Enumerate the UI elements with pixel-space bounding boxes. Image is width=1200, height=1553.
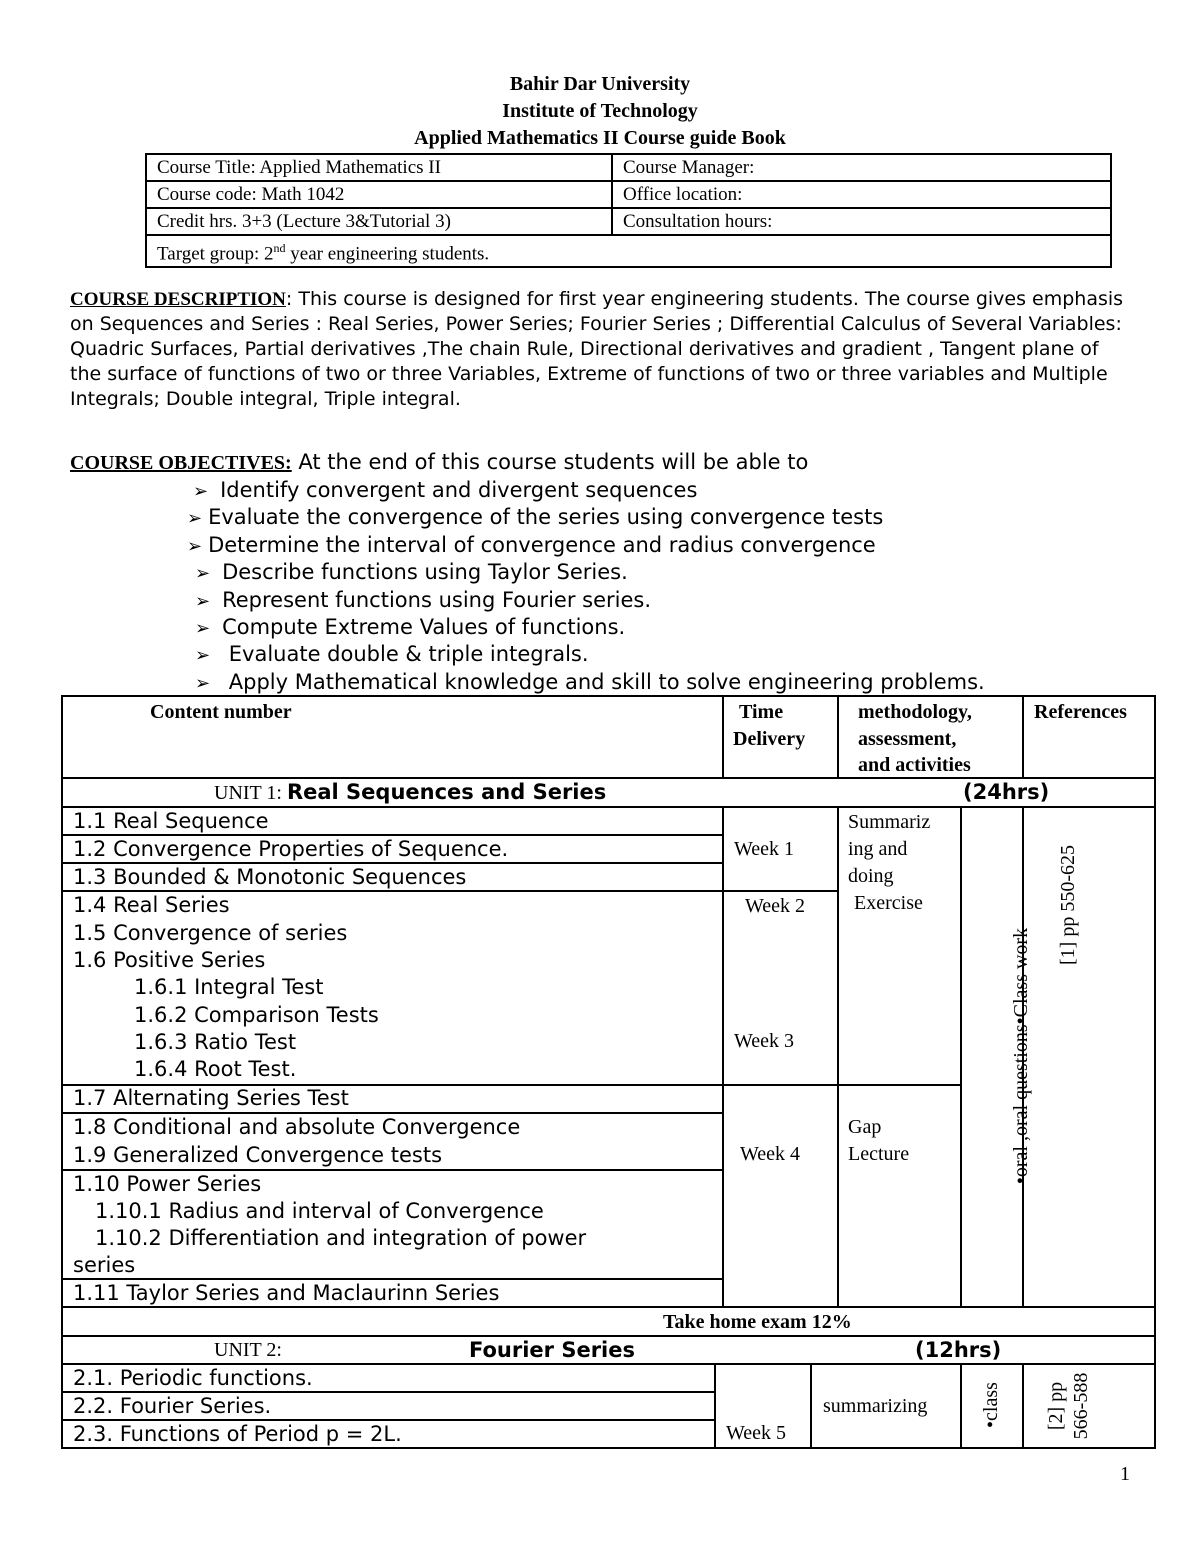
content-row: 1.2 Convergence Properties of Sequence. [73,837,509,861]
take-home-exam: Take home exam 12% [663,1311,852,1333]
content-row: 1.6.3 Ratio Test [134,1030,297,1054]
objective-item [193,477,697,504]
arrow-icon: ➢ [187,508,203,529]
table-border [1022,1363,1024,1448]
course-objectives-label: COURSE OBJECTIVES: [70,452,292,474]
week-cell: Week 3 [734,1030,795,1052]
table-border [61,695,1156,697]
method-text: Lecture [848,1143,910,1165]
objective-text: Apply Mathematical knowledge and skill to solve engineering problems. [222,670,985,694]
objective-text: Evaluate double & triple integrals. [222,642,589,666]
content-row: 1.6.1 Integral Test [134,975,324,999]
content-row: 1.3 Bounded & Monotonic Sequences [73,865,467,889]
unit1-prefix: UNIT 1: [214,782,287,804]
unit1-hours: (24hrs) [963,780,1050,804]
method-text: Exercise [854,892,923,914]
objective-text: Compute Extreme Values of functions. [222,615,626,639]
objective-text: Represent functions using Fourier series. [222,588,652,612]
unit1-name: Real Sequences and Series [286,780,607,804]
credit-hours-cell: Credit hrs. 3+3 (Lecture 3&Tutorial 3) [146,208,612,235]
institute-name: Institute of Technology [502,100,698,122]
week-cell: Week 1 [734,838,795,860]
objective-item [195,559,628,586]
content-row: 1.11 Taylor Series and Maclaurinn Series [73,1281,500,1305]
target-group-sup: nd [273,241,286,255]
objective-text: Identify convergent and divergent sequences [220,478,698,502]
reference-text: 566-588 [1070,1372,1092,1440]
table-border [837,806,839,1307]
course-title-cell: Course Title: Applied Mathematics II [146,154,612,181]
method-text: Summariz [848,811,931,833]
content-row: 2.3. Functions of Period p = 2L. [73,1422,402,1446]
content-row: 1.6.4 Root Test. [134,1057,297,1081]
table-border [722,695,724,778]
content-row: 1.10.1 Radius and interval of Convergence [95,1199,544,1223]
objective-item [187,504,883,531]
table-border [810,1363,812,1448]
course-description [70,287,1130,412]
objective-text: Determine the interval of convergence and radius convergence [208,533,876,557]
table-border [837,695,839,778]
content-row: 1.10 Power Series [73,1172,262,1196]
content-row: 1.8 Conditional and absolute Convergence [73,1115,521,1139]
header-time: Time [739,701,784,723]
table-border [960,806,962,1307]
content-row: 2.1. Periodic functions. [73,1366,313,1390]
objective-item [195,641,589,668]
course-description-text: : This course is designed for first year engineering students. The course gives emphasis on Sequences and Series : Real Series, Power Series; Fourier Series ; Differential Calculus of Several Variables: Quadric Surfaces, Partial derivatives ,The chain Rule, Directional derivatives and gradient , Tangent plane of the surface of functions of two or three Variables, Extreme of functions of two or three variables and Multiple Integrals; Double integral, Triple integral. [70,288,1124,410]
office-location-cell: Office location: [612,181,1111,208]
course-objectives-intro: At the end of this course students will be able to [291,450,809,474]
table-border [1022,695,1024,778]
consultation-hours-cell: Consultation hours: [612,208,1111,235]
guide-title: Applied Mathematics II Course guide Book [414,127,786,149]
method-text: doing [848,865,894,887]
page-number: 1 [1120,1463,1130,1485]
content-row: series [73,1253,136,1277]
course-manager-cell: Course Manager: [612,154,1111,181]
unit2-prefix: UNIT 2: [214,1339,282,1361]
target-group-cell [146,235,1111,267]
reference-text: [2] pp [1045,1381,1067,1431]
course-code-cell: Course code: Math 1042 [146,181,612,208]
header-references: References [1034,701,1127,723]
assessment-text: •oral ,oral questions•Class work [1010,927,1032,1185]
objective-text: Evaluate the convergence of the series using convergence tests [208,505,884,529]
content-row: 1.7 Alternating Series Test [73,1086,349,1110]
objective-item [187,532,876,559]
objective-text: Describe functions using Taylor Series. [222,560,628,584]
target-group-post: year engineering students. [285,243,490,265]
table-border [960,1363,962,1448]
target-group-pre: Target group: 2 [157,243,274,265]
content-row: 1.1 Real Sequence [73,809,269,833]
method-text: Gap [848,1116,882,1138]
content-row: 1.6 Positive Series [73,948,266,972]
arrow-icon: ➢ [195,618,211,639]
course-description-label: COURSE DESCRIPTION [70,289,286,310]
unit1-title [214,779,606,808]
objective-item [195,587,651,614]
table-border [714,1363,716,1448]
header-methodology: methodology, [858,701,972,723]
arrow-icon: ➢ [195,645,211,666]
week-cell: Week 4 [740,1143,801,1165]
content-row: 1.6.2 Comparison Tests [134,1003,379,1027]
content-row: 1.10.2 Differentiation and integration of power [95,1226,587,1250]
arrow-icon: ➢ [195,591,211,612]
course-info-table [145,153,1112,268]
content-row: 2.2. Fourier Series. [73,1394,272,1418]
method-text: summarizing [823,1395,928,1417]
objective-item [195,614,625,641]
content-row: 1.9 Generalized Convergence tests [73,1143,443,1167]
arrow-icon: ➢ [195,673,211,694]
arrow-icon: ➢ [195,563,211,584]
header-assessment: assessment, [858,728,957,750]
arrow-icon: ➢ [193,481,209,502]
header-activities: and activities [858,754,971,776]
header-delivery: Delivery [733,728,806,750]
university-name: Bahir Dar University [509,73,691,95]
content-row: 1.5 Convergence of series [73,921,348,945]
arrow-icon: ➢ [187,536,203,557]
table-border [722,806,724,1307]
unit2-name: Fourier Series [469,1338,636,1362]
objective-item [195,669,985,696]
header-content-number: Content number [150,701,292,723]
assessment-text: •class [980,1382,1002,1428]
reference-text: [1] pp 550-625 [1057,845,1079,965]
week-cell: Week 2 [745,895,806,917]
week-cell: Week 5 [726,1422,787,1444]
content-row: 1.4 Real Series [73,893,230,917]
method-text: ing and [848,838,908,860]
unit2-hours: (12hrs) [915,1338,1002,1362]
course-objectives-heading [70,450,808,475]
